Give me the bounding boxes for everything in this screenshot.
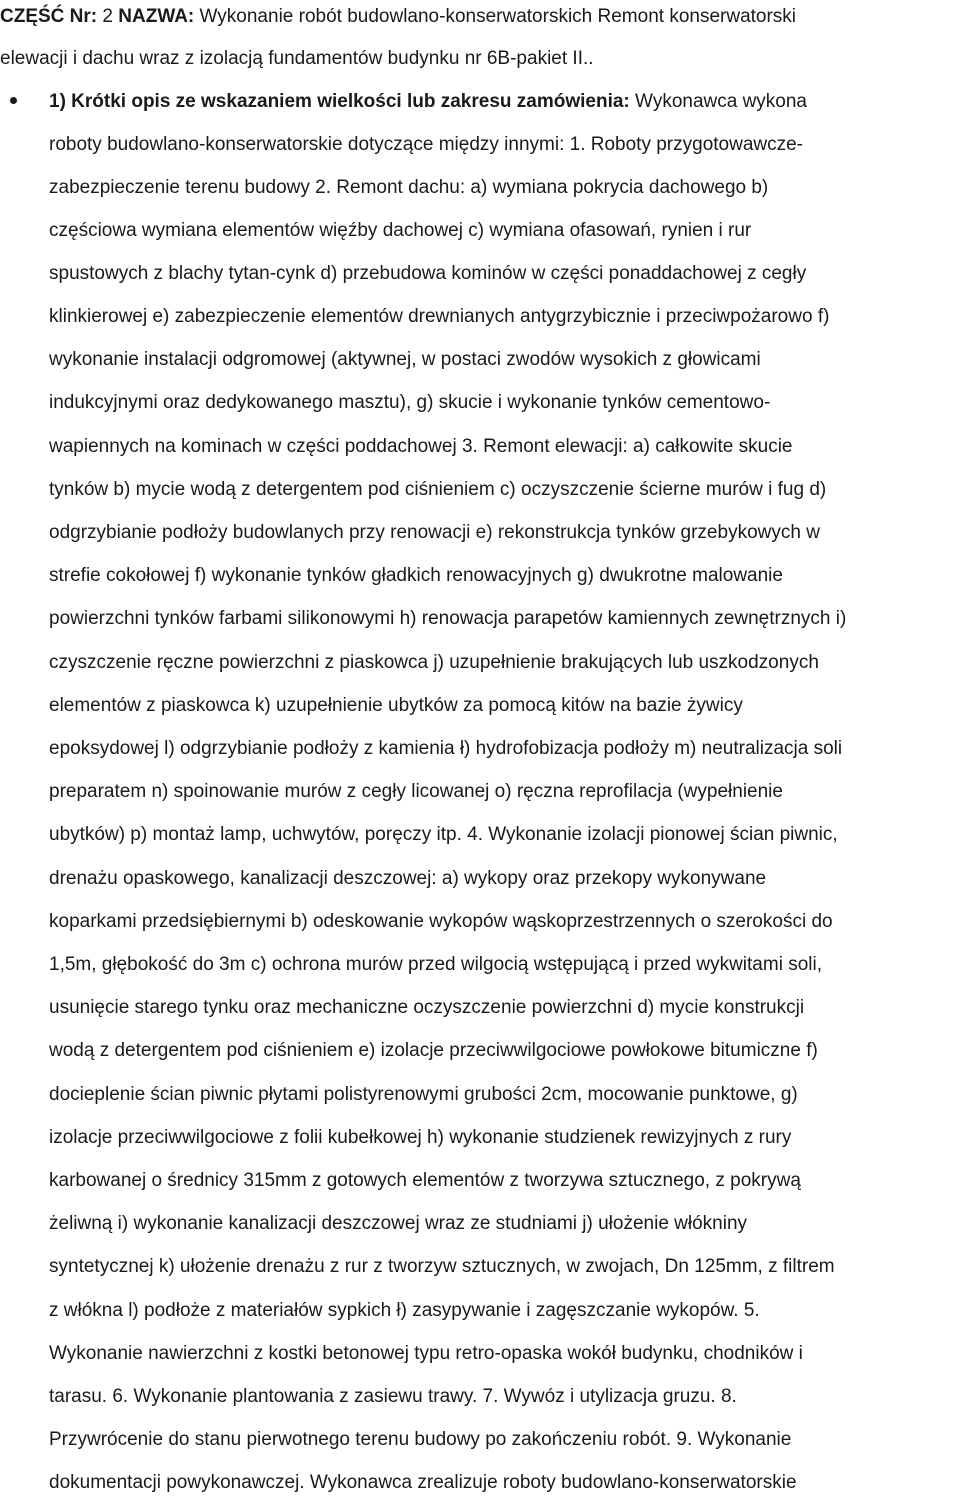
description-line: spustowych z blachy tytan-cynk d) przebudowa kominów w części ponaddachowej z cegły xyxy=(49,263,807,284)
description-line: usunięcie starego tynku oraz mechaniczne oczyszczenie powierzchni d) mycie konstrukcji xyxy=(49,997,805,1018)
description-line: ubytków) p) montaż lamp, uchwytów, poręczy itp. 4. Wykonanie izolacji pionowej ścian piwnic, xyxy=(49,824,838,845)
description-line: izolacje przeciwwilgociowe z folii kubełkowej h) wykonanie studzienek rewizyjnych z rury xyxy=(49,1127,792,1148)
description-line: wapiennych na kominach w części poddachowej 3. Remont elewacji: a) całkowite skucie xyxy=(49,436,793,457)
description-line: 1,5m, głębokość do 3m c) ochrona murów przed wilgocią wstępującą i przed wykwitami soli, xyxy=(49,954,822,975)
description-line: wykonanie instalacji odgromowej (aktywnej, w postaci zwodów wysokich z głowicami xyxy=(49,349,761,370)
description-line: zabezpieczenie terenu budowy 2. Remont dachu: a) wymiana pokrycia dachowego b) xyxy=(49,177,769,198)
part-header-line xyxy=(0,6,796,28)
description-line: wodą z detergentem pod ciśnieniem e) izolacje przeciwwilgociowe powłokowe bitumiczne f) xyxy=(49,1040,818,1061)
description-line: odgrzybianie podłoży budowlanych przy renowacji e) rekonstrukcja tynków grzebykowych w xyxy=(49,522,820,543)
description-line: tarasu. 6. Wykonanie plantowania z zasiewu trawy. 7. Wywóz i utylizacja gruzu. 8. xyxy=(49,1386,737,1407)
description-line: z włókna l) podłoże z materiałów sypkich ł) zasypywanie i zagęszczanie wykopów. 5. xyxy=(49,1300,760,1321)
description-line: preparatem n) spoinowanie murów z cegły licowanej o) ręczna reprofilacja (wypełnienie xyxy=(49,781,783,802)
description-line: Przywrócenie do stanu pierwotnego terenu budowy po zakończeniu robót. 9. Wykonanie xyxy=(49,1429,792,1450)
description-line: częściowa wymiana elementów więźby dachowej c) wymiana ofasowań, rynien i rur xyxy=(49,220,752,241)
description-line: dokumentacji powykonawczej. Wykonawca zrealizuje roboty budowlano-konserwatorskie xyxy=(49,1472,797,1493)
description-first-line xyxy=(49,91,807,113)
description-line: karbowanej o średnicy 315mm z gotowych elementów z tworzywa sztucznego, z pokrywą xyxy=(49,1170,801,1191)
description-line: docieplenie ścian piwnic płytami polistyrenowymi grubości 2cm, mocowanie punktowe, g) xyxy=(49,1084,798,1105)
description-line: strefie cokołowej f) wykonanie tynków gładkich renowacyjnych g) dwukrotne malowanie xyxy=(49,565,783,586)
part-number: 2 xyxy=(102,6,113,27)
description-line: indukcyjnymi oraz dedykowanego masztu), g) skucie i wykonanie tynków cementowo- xyxy=(49,392,771,413)
description-line: epoksydowej l) odgrzybianie podłoży z kamienia ł) hydrofobizacja podłoży m) neutralizacja soli xyxy=(49,738,843,759)
description-heading: 1) Krótki opis ze wskazaniem wielkości lub zakresu zamówienia: xyxy=(49,91,630,112)
description-line: elementów z piaskowca k) uzupełnienie ubytków za pomocą kitów na bazie żywicy xyxy=(49,695,743,716)
description-line: tynków b) mycie wodą z detergentem pod ciśnieniem c) oczyszczenie ścierne murów i fug d) xyxy=(49,479,827,500)
description-line: drenażu opaskowego, kanalizacji deszczowej: a) wykopy oraz przekopy wykonywane xyxy=(49,868,767,889)
description-line: klinkierowej e) zabezpieczenie elementów drewnianych antygrzybicznie i przeciwpożarowo f) xyxy=(49,306,830,327)
description-line: roboty budowlano-konserwatorskie dotyczące między innymi: 1. Roboty przygotowawcze- xyxy=(49,134,804,155)
description-line: Wykonanie nawierzchni z kostki betonowej typu retro-opaska wokół budynku, chodników i xyxy=(49,1343,803,1364)
part-name-line2: elewacji i dachu wraz z izolacją fundamentów budynku nr 6B-pakiet II.. xyxy=(0,48,594,69)
name-label: NAZWA: xyxy=(118,6,195,27)
description-first-line-rest: Wykonawca wykona xyxy=(635,91,808,112)
part-name-line1: Wykonanie robót budowlano-konserwatorskich Remont konserwatorski xyxy=(199,6,797,27)
description-line: powierzchni tynków farbami silikonowymi h) renowacja parapetów kamiennych zewnętrznych i) xyxy=(49,608,847,629)
description-line: syntetycznej k) ułożenie drenażu z rur z tworzyw sztucznych, w zwojach, Dn 125mm, z filtrem xyxy=(49,1256,835,1277)
description-line: czyszczenie ręczne powierzchni z piaskowca j) uzupełnienie brakujących lub uszkodzonych xyxy=(49,652,819,673)
description-line: koparkami przedsiębiernymi b) odeskowanie wykopów wąskoprzestrzennych o szerokości do xyxy=(49,911,833,932)
bullet-icon xyxy=(10,97,17,104)
part-label: CZĘŚĆ Nr: xyxy=(0,6,98,27)
description-line: żeliwną i) wykonanie kanalizacji deszczowej wraz ze studniami j) ułożenie włókniny xyxy=(49,1213,748,1234)
